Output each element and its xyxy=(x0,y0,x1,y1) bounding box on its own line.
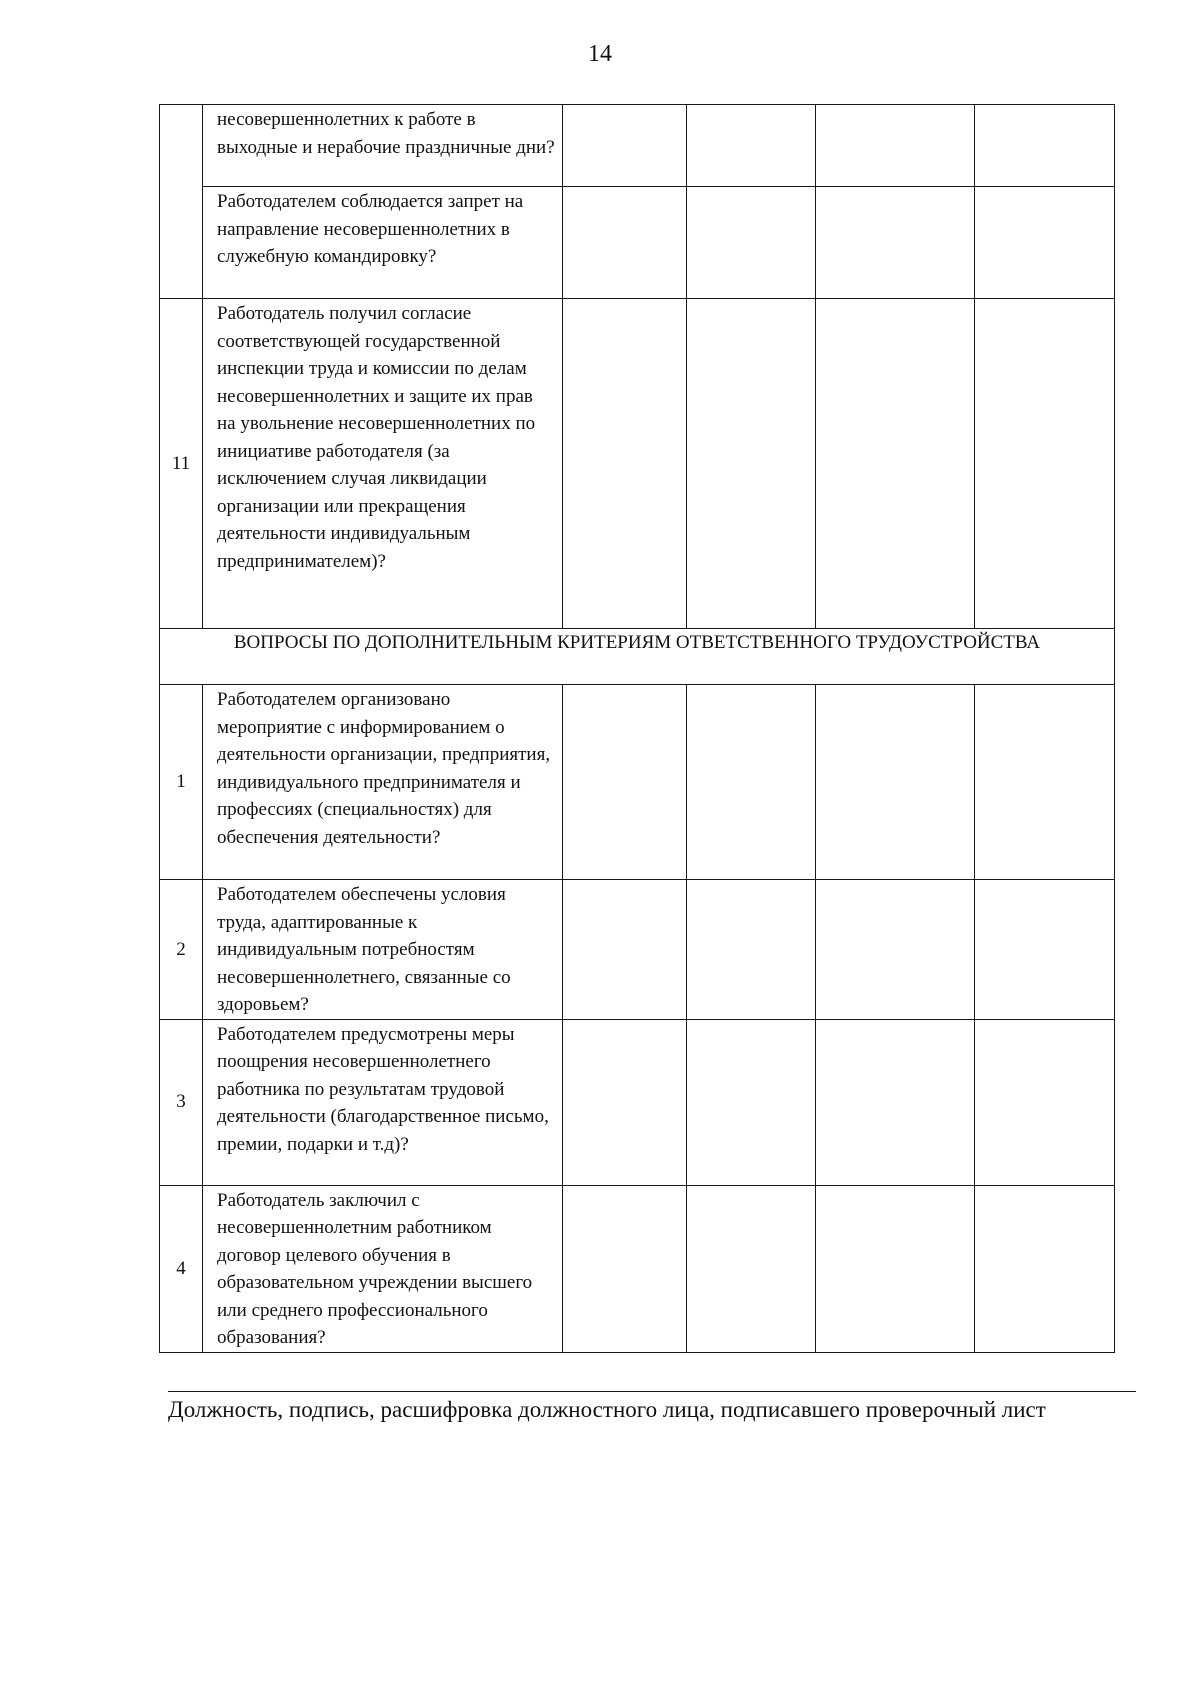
signature-line[interactable] xyxy=(168,1391,1136,1392)
question-text: Работодателем предусмотрены меры поощрения несовершеннолетнего работника по результатам трудовой деятельности (благодарственное письмо, премии, подарки и т.д)? xyxy=(203,1019,563,1185)
section-header: ВОПРОСЫ ПО ДОПОЛНИТЕЛЬНЫМ КРИТЕРИЯМ ОТВЕТСТВЕННОГО ТРУДОУСТРОЙСТВА xyxy=(160,629,1115,685)
answer-cell[interactable] xyxy=(975,299,1115,629)
question-text: Работодатель заключил с несовершеннолетним работником договор целевого обучения в образовательном учреждении высшего или среднего профессионального образования? xyxy=(203,1185,563,1352)
answer-cell[interactable] xyxy=(563,685,687,880)
answer-cell[interactable] xyxy=(975,1019,1115,1185)
table-row xyxy=(160,105,1115,187)
question-number-cell: 4 xyxy=(160,1185,203,1352)
answer-cell[interactable] xyxy=(816,187,975,299)
answer-cell[interactable] xyxy=(563,880,687,1020)
table-row xyxy=(160,685,1115,880)
question-number-cell: 3 xyxy=(160,1019,203,1185)
answer-cell[interactable] xyxy=(687,105,816,187)
question-text: Работодателем обеспечены условия труда, адаптированные к индивидуальным потребностям несовершеннолетнего, связанные со здоровьем? xyxy=(203,880,563,1020)
signature-caption: Должность, подпись, расшифровка должностного лица, подписавшего проверочный лист xyxy=(168,1397,1046,1422)
table-row xyxy=(160,880,1115,1020)
question-text: Работодатель получил согласие соответствующей государственной инспекции труда и комиссии по делам несовершеннолетних и защите их прав на увольнение несовершеннолетних по инициативе работодателя (за исключением случая ликвидации организации или прекращения деятельности индивидуальным предпринимателем)? xyxy=(203,299,563,629)
answer-cell[interactable] xyxy=(563,105,687,187)
answer-cell[interactable] xyxy=(816,299,975,629)
question-text: Работодателем соблюдается запрет на направление несовершеннолетних в служебную командировку? xyxy=(203,187,563,299)
answer-cell[interactable] xyxy=(563,187,687,299)
answer-cell[interactable] xyxy=(687,880,816,1020)
answer-cell[interactable] xyxy=(687,1019,816,1185)
question-text: Работодателем организовано мероприятие с информированием о деятельности организации, предприятия, индивидуального предпринимателя и профессиях (специальностях) для обеспечения деятельности? xyxy=(203,685,563,880)
answer-cell[interactable] xyxy=(687,299,816,629)
answer-cell[interactable] xyxy=(816,880,975,1020)
answer-cell[interactable] xyxy=(687,1185,816,1352)
answer-cell[interactable] xyxy=(687,187,816,299)
question-number-cell: 2 xyxy=(160,880,203,1020)
answer-cell[interactable] xyxy=(816,685,975,880)
answer-cell[interactable] xyxy=(687,685,816,880)
answer-cell[interactable] xyxy=(975,187,1115,299)
table-row xyxy=(160,1019,1115,1185)
answer-cell[interactable] xyxy=(816,1019,975,1185)
checklist-table xyxy=(159,104,1115,1353)
question-number-cell: 1 xyxy=(160,685,203,880)
answer-cell[interactable] xyxy=(816,1185,975,1352)
table-row xyxy=(160,1185,1115,1352)
answer-cell[interactable] xyxy=(563,299,687,629)
table-row xyxy=(160,299,1115,629)
answer-cell[interactable] xyxy=(975,105,1115,187)
answer-cell[interactable] xyxy=(975,685,1115,880)
answer-cell[interactable] xyxy=(975,1185,1115,1352)
table-row xyxy=(160,187,1115,299)
question-number-cell xyxy=(160,105,203,299)
page-number: 14 xyxy=(588,41,612,67)
answer-cell[interactable] xyxy=(975,880,1115,1020)
answer-cell[interactable] xyxy=(563,1019,687,1185)
answer-cell[interactable] xyxy=(563,1185,687,1352)
answer-cell[interactable] xyxy=(816,105,975,187)
section-header-row xyxy=(160,629,1115,685)
question-number-cell: 11 xyxy=(160,299,203,629)
question-text: несовершеннолетних к работе в выходные и нерабочие праздничные дни? xyxy=(203,105,563,187)
